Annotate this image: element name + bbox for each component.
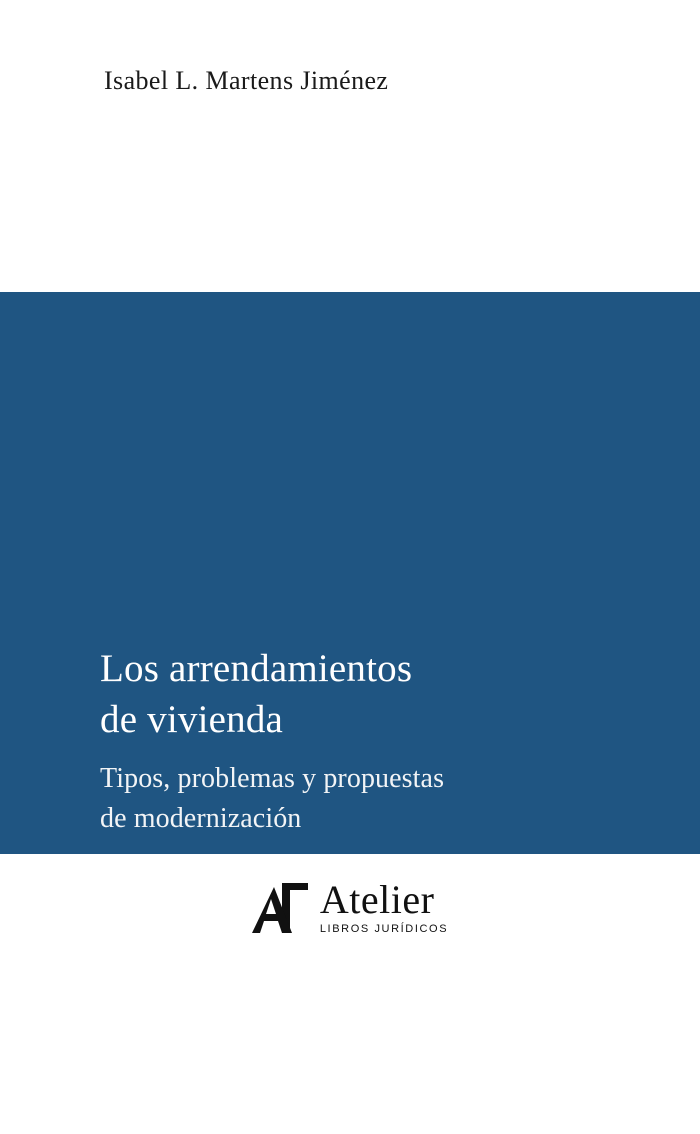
book-subtitle <box>100 759 570 839</box>
publisher-tagline: LIBROS JURÍDICOS <box>319 923 449 935</box>
book-title-line-1: Los arrendamientos <box>100 647 413 690</box>
collection-divider <box>613 924 615 1134</box>
publisher-text <box>319 877 449 935</box>
atelier-a-logo-icon <box>252 881 310 935</box>
book-subtitle-line-2: de modernización <box>100 803 302 835</box>
publisher-logo <box>0 877 700 935</box>
book-title <box>100 644 570 745</box>
book-subtitle-line-1: Tipos, problemas y propuestas <box>100 763 445 795</box>
book-title-line-2: de vivienda <box>100 697 284 741</box>
title-block <box>100 644 570 839</box>
publisher-name: Atelier <box>319 877 435 922</box>
author-name: Isabel L. Martens Jiménez <box>104 66 389 95</box>
collection-label: CIVIL <box>618 978 633 1022</box>
